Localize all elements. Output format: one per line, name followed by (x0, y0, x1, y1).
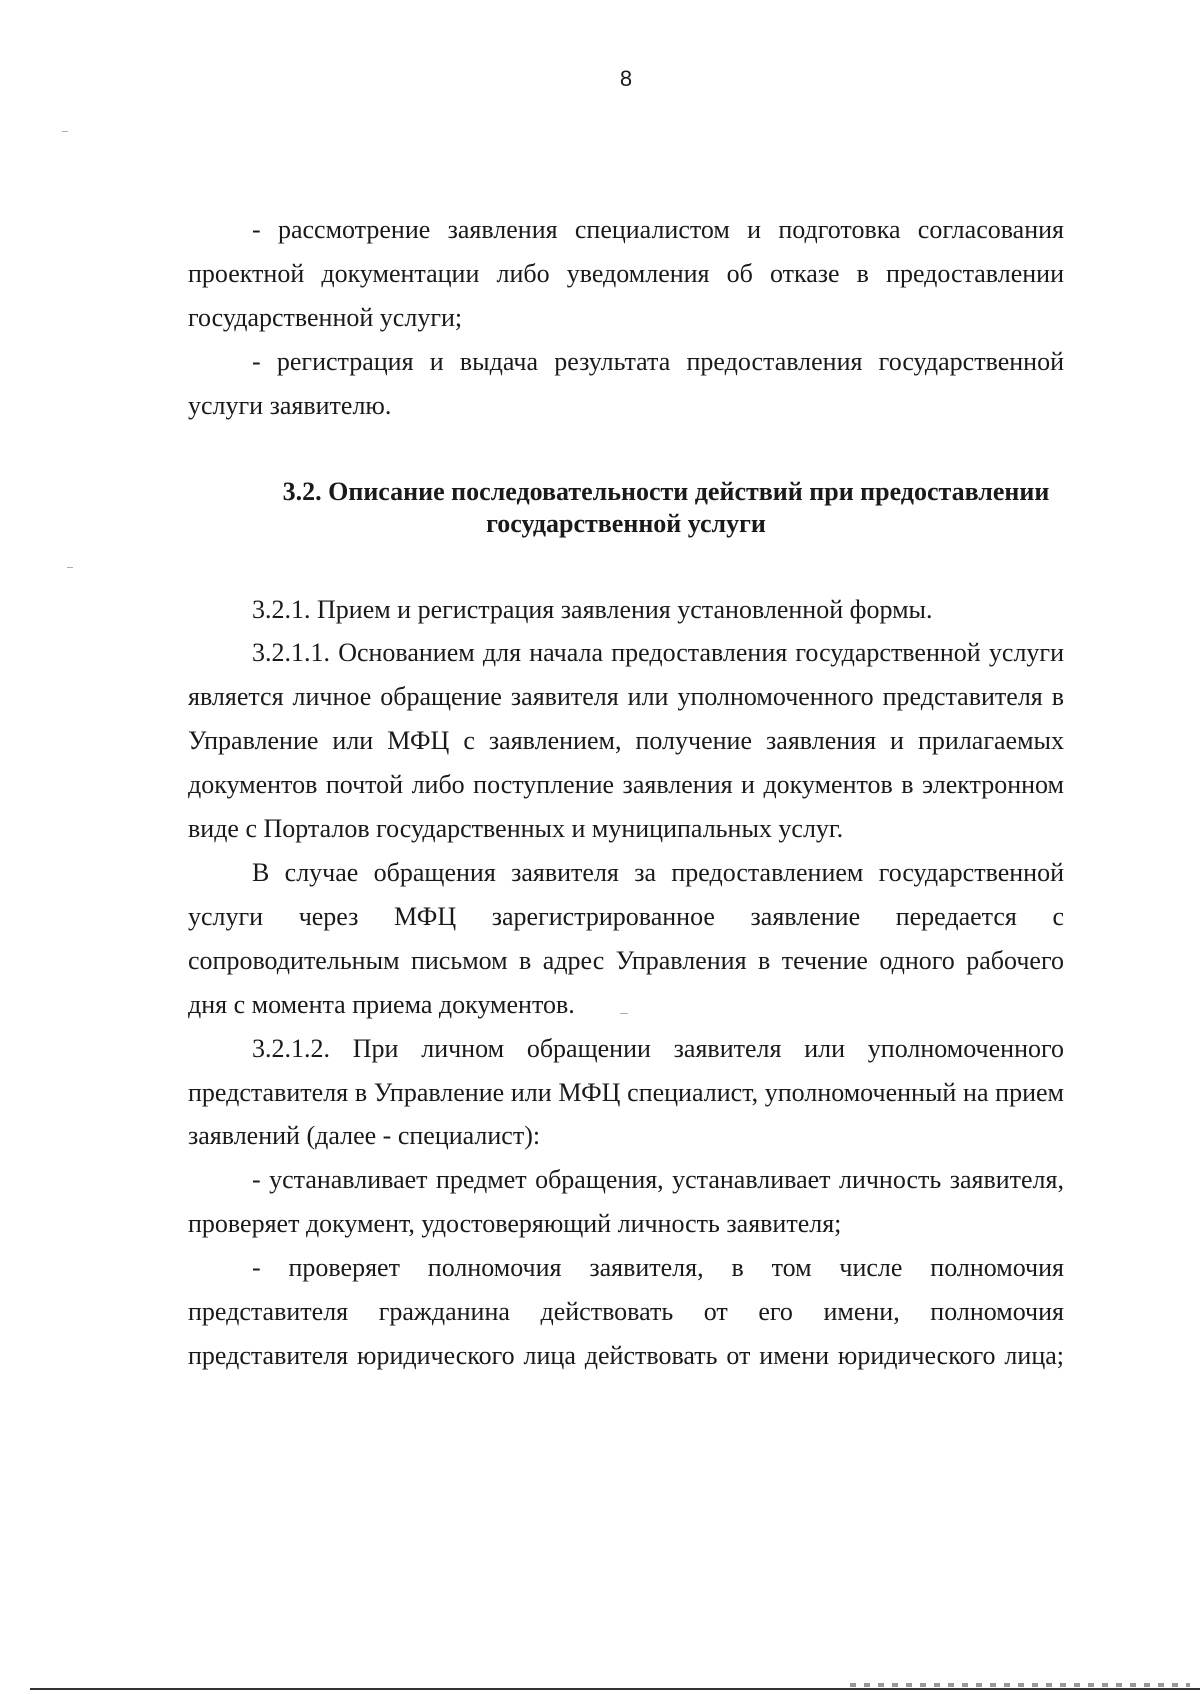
paragraph-mfc-transfer: В случае обращения заявителя за предоставлением государственной услуги через МФЦ зарегистрированное заявление передается с сопроводительным письмом в адрес Управления в течение одного рабочего дня с момента приема документов. (188, 857, 1064, 1019)
scan-speck (67, 567, 73, 568)
paragraph-check-authority: - проверяет полномочия заявителя, в том числе полномочия представителя гражданина действовать от его имени, полномочия представителя юридического лица действовать от имени юридического лица; (188, 1253, 1064, 1370)
section-heading-line-1: 3.2. Описание последовательности действий при предоставлении (282, 476, 1050, 506)
scan-speck (62, 131, 68, 132)
section-heading-line-2: государственной услуги (486, 508, 766, 538)
section-heading (188, 476, 1064, 540)
page-bottom-edge (30, 1688, 1200, 1690)
paragraph-3-2-1-2: 3.2.1.2. При личном обращении заявителя или уполномоченного представителя в Управление или МФЦ специалист, уполномоченный на прием заявлений (далее - специалист): (188, 1033, 1064, 1151)
paragraph-review-step: - рассмотрение заявления специалистом и подготовка согласования проектной документации либо уведомления об отказе в предоставлении государственной услуги; (188, 215, 1064, 332)
page-number: 8 (619, 66, 633, 91)
paragraph-3-2-1-1: 3.2.1.1. Основанием для начала предоставления государственной услуги является личное обращение заявителя или уполномоченного представителя в Управление или МФЦ с заявлением, получение заявления и прилагаемых документов почтой либо поступление заявления и документов в электронном виде с Порталов государственных и муниципальных услуг. (188, 638, 1064, 844)
document-body (188, 208, 1064, 1378)
paragraph-issue-step: - регистрация и выдача результата предоставления государственной услуги заявителю. (188, 346, 1064, 420)
page-edge-artifact (850, 1683, 1190, 1687)
paragraph-identify-applicant: - устанавливает предмет обращения, устанавливает личность заявителя, проверяет документ, удостоверяющий личность заявителя; (188, 1165, 1064, 1239)
scan-speck (620, 1013, 628, 1014)
paragraph-3-2-1: 3.2.1. Прием и регистрация заявления установленной формы. (252, 594, 933, 624)
